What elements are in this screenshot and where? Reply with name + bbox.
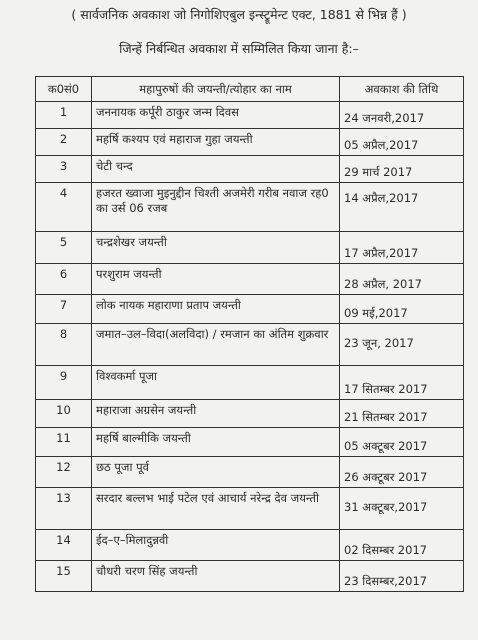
table-row (36, 530, 464, 561)
name-cell: जमात–उल–विदा(अलविदा) / रमजान का अंतिम शुक्रवार (92, 324, 340, 366)
serial-cell: 12 (36, 457, 92, 488)
serial-cell: 11 (36, 428, 92, 457)
date-cell: 21 सितम्बर 2017 (340, 400, 464, 428)
table-row (36, 232, 464, 264)
name-cell: चेटी चन्द (92, 156, 340, 183)
serial-cell: 15 (36, 561, 92, 592)
name-cell: चन्द्रशेखर जयन्ती (92, 232, 340, 264)
serial-cell: 2 (36, 129, 92, 156)
table-row (36, 428, 464, 457)
name-cell: जननायक कर्पूरी ठाकुर जन्म दिवस (92, 102, 340, 129)
name-cell: छठ पूजा पूर्व (92, 457, 340, 488)
name-cell: सरदार बल्लभ भाई पटेल एवं आचार्य नरेन्द्र देव जयन्ती (92, 488, 340, 530)
serial-cell: 10 (36, 400, 92, 428)
name-cell: परशुराम जयन्ती (92, 264, 340, 295)
date-cell: 09 मई,2017 (340, 295, 464, 324)
date-cell: 17 अप्रैल,2017 (340, 232, 464, 264)
serial-cell: 6 (36, 264, 92, 295)
serial-cell: 9 (36, 366, 92, 400)
table-row (36, 488, 464, 530)
table-row (36, 295, 464, 324)
date-cell: 26 अक्टूबर 2017 (340, 457, 464, 488)
table-row (36, 102, 464, 129)
document-note: ( सार्वजनिक अवकाश जो निगोशिएबुल इन्स्ट्रूमेन्ट एक्ट, 1881 से भिन्न हैं ) (71, 7, 407, 22)
name-cell: हजरत ख्वाजा मुइनुद्दीन चिश्ती अजमेरी गरीब नवाज रह0 का उर्स 06 रजब (92, 183, 340, 232)
table-row (36, 366, 464, 400)
table-row (36, 400, 464, 428)
name-cell: विश्वकर्मा पूजा (92, 366, 340, 400)
serial-cell: 4 (36, 183, 92, 232)
date-cell: 02 दिसम्बर 2017 (340, 530, 464, 561)
serial-cell: 13 (36, 488, 92, 530)
date-cell: 28 अप्रैल, 2017 (340, 264, 464, 295)
name-cell: महर्षि बाल्मीकि जयन्ती (92, 428, 340, 457)
date-cell: 24 जनवरी,2017 (340, 102, 464, 129)
date-cell: 14 अप्रैल,2017 (340, 183, 464, 232)
table-header-row (36, 77, 464, 102)
column-header-date: अवकाश की तिथि (340, 77, 464, 102)
table-row (36, 156, 464, 183)
serial-cell: 8 (36, 324, 92, 366)
date-cell: 23 दिसम्बर,2017 (340, 561, 464, 592)
date-cell: 05 अक्टूबर 2017 (340, 428, 464, 457)
table-row (36, 129, 464, 156)
name-cell: महाराजा अग्रसेन जयन्ती (92, 400, 340, 428)
serial-cell: 14 (36, 530, 92, 561)
column-header-serial: क0सं0 (36, 77, 92, 102)
date-cell: 23 जून, 2017 (340, 324, 464, 366)
document-intro: जिन्हें निर्बन्धित अवकाश में सम्मिलित किया जाना है:– (119, 41, 359, 56)
date-cell: 05 अप्रैल,2017 (340, 129, 464, 156)
column-header-name: महापुरुषों की जयन्ती/त्योहार का नाम (92, 77, 340, 102)
table-row (36, 561, 464, 592)
table-row (36, 183, 464, 232)
name-cell: महर्षि कश्यप एवं महाराज गुहा जयन्ती (92, 129, 340, 156)
name-cell: लोक नायक महाराणा प्रताप जयन्ती (92, 295, 340, 324)
serial-cell: 7 (36, 295, 92, 324)
name-cell: ईद–ए–मिलादुन्नवी (92, 530, 340, 561)
date-cell: 17 सितम्बर 2017 (340, 366, 464, 400)
date-cell: 31 अक्टूबर,2017 (340, 488, 464, 530)
table-row (36, 457, 464, 488)
table-row (36, 324, 464, 366)
date-cell: 29 मार्च 2017 (340, 156, 464, 183)
serial-cell: 1 (36, 102, 92, 129)
table-row (36, 264, 464, 295)
serial-cell: 5 (36, 232, 92, 264)
serial-cell: 3 (36, 156, 92, 183)
name-cell: चौधरी चरण सिंह जयन्ती (92, 561, 340, 592)
holiday-table (35, 76, 464, 592)
